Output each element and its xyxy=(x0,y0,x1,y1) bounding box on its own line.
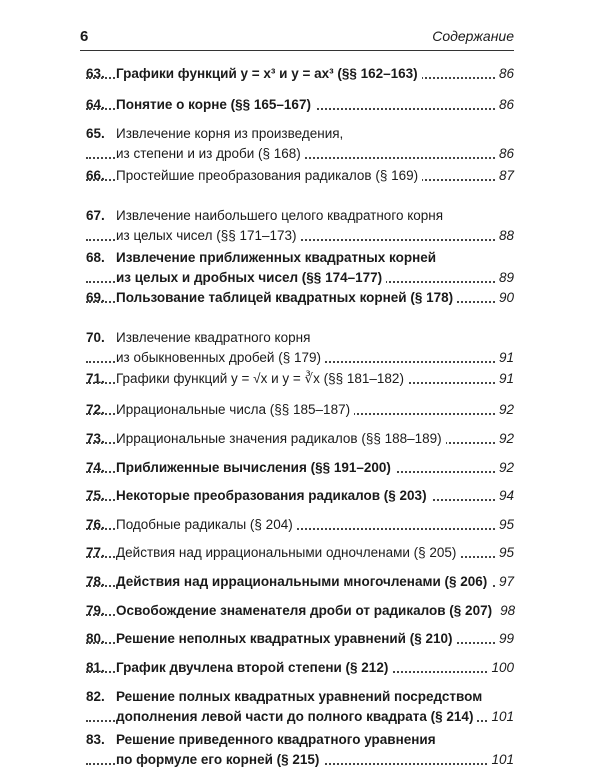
toc-entry-page: 92 xyxy=(495,400,514,420)
toc-entry-page: 86 xyxy=(495,144,514,164)
toc-entry-line xyxy=(86,458,514,478)
toc-entry-title: Решение приведенного квадратного уравнения xyxy=(116,732,436,747)
toc-entry-number: 65. xyxy=(86,126,105,141)
toc-entry[interactable] xyxy=(86,730,514,770)
toc-entry-title: Простейшие преобразования радикалов (§ 169) xyxy=(116,166,422,186)
toc-entry-title: по формуле его корней (§ 215) xyxy=(116,750,323,770)
toc-entry-page: 91 xyxy=(495,348,514,368)
toc-entry-page: 94 xyxy=(495,486,514,506)
toc-entry-line xyxy=(86,515,514,535)
toc-entry-page: 101 xyxy=(487,707,514,727)
toc-entry-line xyxy=(86,601,514,621)
page-header xyxy=(80,28,514,50)
toc-entry-line xyxy=(86,166,514,186)
toc-entry[interactable] xyxy=(86,288,514,308)
toc-entry[interactable] xyxy=(86,458,514,478)
toc-entry-page: 89 xyxy=(495,268,514,288)
toc-entry-title: Графики функций y = x³ и y = ax³ (§§ 162–163) xyxy=(116,64,422,84)
toc-entry-line xyxy=(86,629,514,649)
toc-entry-number: 69. xyxy=(86,290,105,305)
toc-entry-title: Иррациональные значения радикалов (§§ 188–189) xyxy=(116,429,446,449)
toc-entry-page: 98 xyxy=(496,601,515,621)
toc-entry-page: 90 xyxy=(495,288,514,308)
toc-entry-number: 74. xyxy=(86,460,105,475)
toc-entry-page: 95 xyxy=(495,515,514,535)
toc-entry-line xyxy=(86,429,514,449)
toc-entry-number: 68. xyxy=(86,250,105,265)
toc-entry-number: 66. xyxy=(86,168,105,183)
toc-entry-line xyxy=(86,730,514,750)
toc-entry[interactable] xyxy=(86,95,514,115)
toc-entry-number: 81. xyxy=(86,660,105,675)
toc-entry[interactable] xyxy=(86,687,514,727)
toc-entry-number: 80. xyxy=(86,631,105,646)
toc-entry-line xyxy=(86,348,514,368)
page-number: 6 xyxy=(80,28,89,45)
toc-entry-line xyxy=(86,707,514,727)
toc-entry-page: 92 xyxy=(495,458,514,478)
toc-entry[interactable] xyxy=(86,206,514,246)
toc-entry-title: Извлечение корня из произведения, xyxy=(116,126,344,141)
toc-entry-line xyxy=(86,124,514,144)
toc-entry-line xyxy=(86,750,514,770)
toc-entry-page: 101 xyxy=(487,750,514,770)
toc-entry-number: 67. xyxy=(86,208,105,223)
toc-entry-line xyxy=(86,572,514,592)
toc-entry[interactable] xyxy=(86,124,514,164)
toc-entry[interactable] xyxy=(86,515,514,535)
toc-entry[interactable] xyxy=(86,486,514,506)
toc-entry-line xyxy=(86,658,514,678)
toc-entry-line xyxy=(86,328,514,348)
toc-entry-title: Графики функций y = √x и y = ∛x (§§ 181–182) xyxy=(116,369,408,389)
toc-entry-number: 73. xyxy=(86,431,105,446)
toc-entry-title: Решение полных квадратных уравнений посредством xyxy=(116,689,483,704)
toc-entry-page: 91 xyxy=(495,369,514,389)
toc-entry-number: 78. xyxy=(86,574,105,589)
toc-entry-title: Извлечение наибольшего целого квадратного корня xyxy=(116,208,444,223)
toc-entry-number: 82. xyxy=(86,689,105,704)
toc-entry-title: дополнения левой части до полного квадрата (§ 214) xyxy=(116,707,477,727)
toc-entry-number: 63. xyxy=(86,66,105,81)
toc-entry[interactable] xyxy=(86,658,514,678)
toc-entry-page: 92 xyxy=(495,429,514,449)
toc-entry-number: 77. xyxy=(86,545,105,560)
toc-entry-page: 88 xyxy=(495,226,514,246)
toc-entry-number: 71. xyxy=(86,371,105,386)
toc-entry-page: 87 xyxy=(495,166,514,186)
toc-entry-title: Приближенные вычисления (§§ 191–200) xyxy=(116,458,395,478)
toc-entry[interactable] xyxy=(86,572,514,592)
toc-entry-line xyxy=(86,288,514,308)
header-rule xyxy=(80,50,514,51)
toc-entry-line xyxy=(86,268,514,288)
toc-entry-line xyxy=(86,543,514,563)
toc-entry-title: из целых и дробных чисел (§§ 174–177) xyxy=(116,268,386,288)
toc-entry-page: 86 xyxy=(495,95,514,115)
toc-entry-number: 64. xyxy=(86,97,105,112)
toc-entry-title: График двучлена второй степени (§ 212) xyxy=(116,658,392,678)
toc-entry-line xyxy=(86,144,514,164)
toc-entry-line xyxy=(86,400,514,420)
toc-entry[interactable] xyxy=(86,248,514,288)
toc-entry-number: 75. xyxy=(86,488,105,503)
toc-entry-line xyxy=(86,226,514,246)
toc-entry-page: 95 xyxy=(495,543,514,563)
toc-entry-line xyxy=(86,687,514,707)
toc-entry-number: 83. xyxy=(86,732,105,747)
toc-entry-line xyxy=(86,206,514,226)
toc-entry-title: Освобождение знаменателя дроби от радикалов (§ 207) xyxy=(116,601,496,621)
toc-entry-page: 100 xyxy=(487,658,514,678)
toc-entry-title: Извлечение квадратного корня xyxy=(116,330,311,345)
toc-entry-title: из обыкновенных дробей (§ 179) xyxy=(116,348,325,368)
toc-entry-number: 79. xyxy=(86,603,105,618)
toc-entry[interactable] xyxy=(86,400,514,420)
toc-entry-number: 70. xyxy=(86,330,105,345)
toc-entry-title: Пользование таблицей квадратных корней (§ 178) xyxy=(116,288,457,308)
toc-entry-title: Извлечение приближенных квадратных корней xyxy=(116,250,437,265)
toc-entry-title: Подобные радикалы (§ 204) xyxy=(116,515,297,535)
toc-entry-line xyxy=(86,64,514,84)
toc-entry-title: Понятие о корне (§§ 165–167) xyxy=(116,95,315,115)
toc-entry-page: 97 xyxy=(495,572,514,592)
toc-entry-line xyxy=(86,248,514,268)
toc-entry-line xyxy=(86,369,514,389)
toc-entry-page: 99 xyxy=(495,629,514,649)
toc-entry-number: 72. xyxy=(86,402,105,417)
toc-entry-line xyxy=(86,486,514,506)
toc-entry-number: 76. xyxy=(86,517,105,532)
running-title: Содержание xyxy=(432,28,514,44)
toc-entry[interactable] xyxy=(86,543,514,563)
toc-entry-title: из целых чисел (§§ 171–173) xyxy=(116,226,301,246)
toc-entry-title: Иррациональные числа (§§ 185–187) xyxy=(116,400,354,420)
toc-entry-title: Решение неполных квадратных уравнений (§ 210) xyxy=(116,629,456,649)
toc-entry[interactable] xyxy=(86,629,514,649)
toc-entry[interactable] xyxy=(86,166,514,186)
toc-entry[interactable] xyxy=(86,64,514,84)
toc-entry[interactable] xyxy=(86,601,514,621)
toc-entry-line xyxy=(86,95,514,115)
toc-entry[interactable] xyxy=(86,429,514,449)
toc-entry[interactable] xyxy=(86,328,514,368)
toc-entry-title: Действия над иррациональными одночленами (§ 205) xyxy=(116,543,460,563)
toc-entry-page: 86 xyxy=(495,64,514,84)
toc-entry-title: из степени и из дроби (§ 168) xyxy=(116,144,305,164)
toc-entry-title: Действия над иррациональными многочленами (§ 206) xyxy=(116,572,491,592)
toc-entry-title: Некоторые преобразования радикалов (§ 203) xyxy=(116,486,431,506)
toc-entry[interactable] xyxy=(86,369,514,389)
